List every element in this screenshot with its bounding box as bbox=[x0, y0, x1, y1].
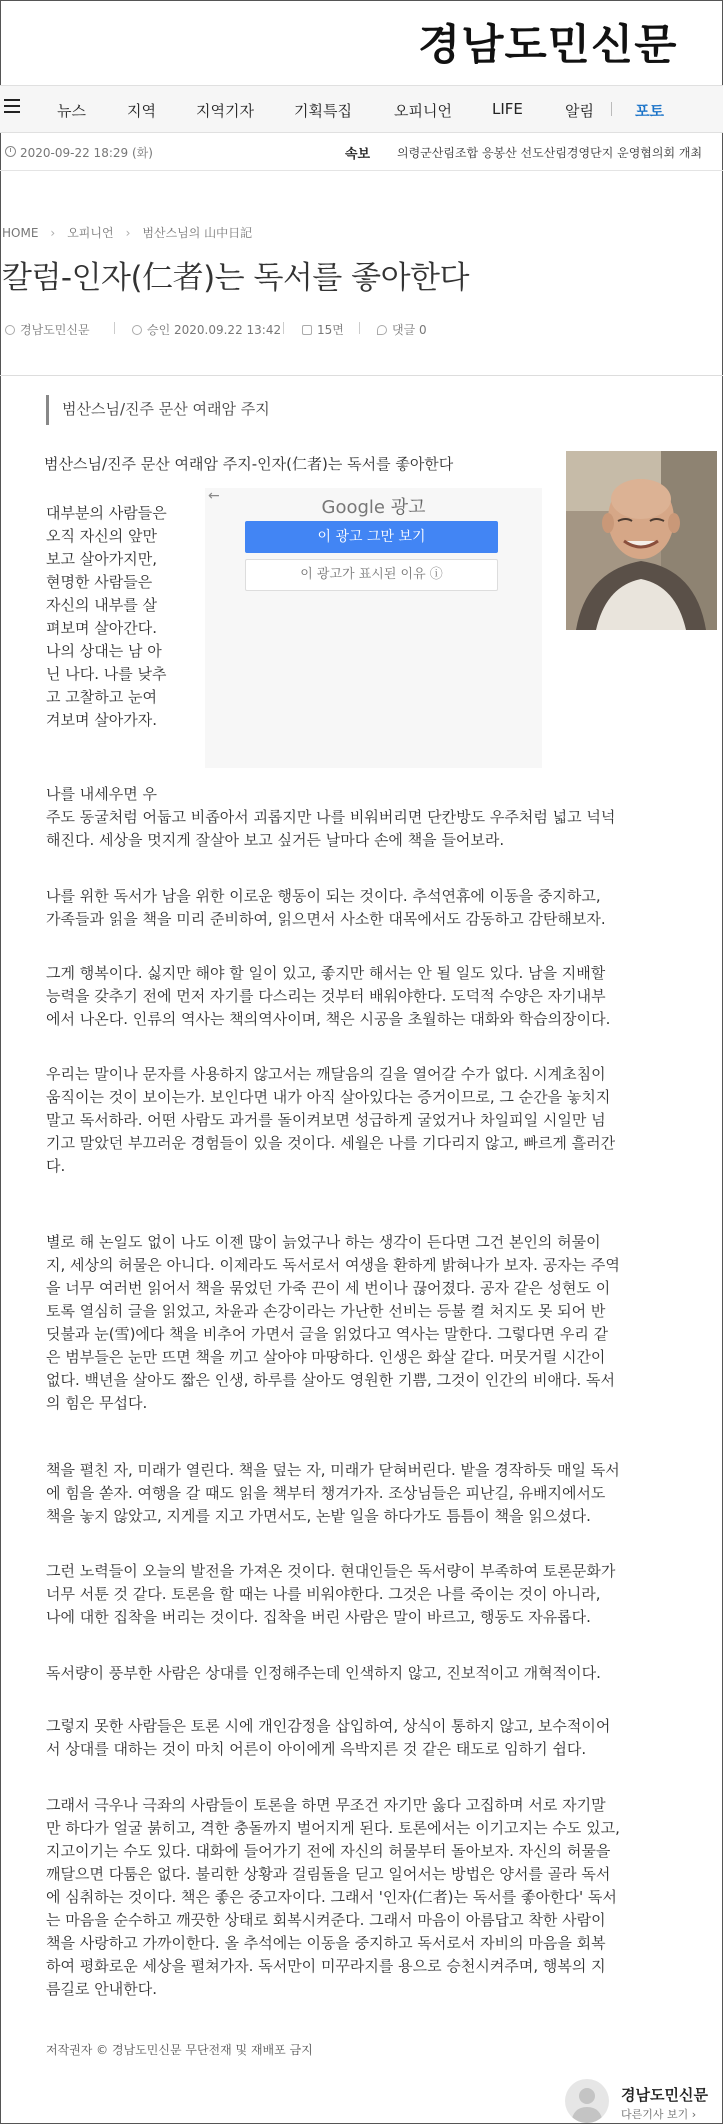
text-line: 만 하다가 얼굴 붉히고, 격한 충돌까지 벌어지게 된다. 토론에서는 이기고지는 수도 있고, bbox=[46, 1819, 620, 1837]
text-line: 오직 자신의 앞만 bbox=[46, 527, 157, 545]
author-photo bbox=[566, 451, 717, 630]
site-logo[interactable]: 경남도민신문 bbox=[417, 20, 677, 69]
text-line: 나를 위한 독서가 남을 위한 이로운 행동이 되는 것이다. 추석연휴에 이동을 중지하고, bbox=[46, 887, 601, 905]
breadcrumb-opinion[interactable]: 오피니언 bbox=[67, 226, 114, 240]
text-line: 그런 노력들이 오늘의 발전을 가져온 것이다. 현대인들은 독서량이 부족하여 토론문화가 bbox=[46, 1562, 616, 1580]
text-line: 깨달으면 다툼은 없다. 불리한 상황과 걸림돌을 딛고 일어서는 방법은 양서를 골라 독서 bbox=[46, 1865, 611, 1883]
nav-item-news[interactable]: 뉴스 bbox=[57, 102, 86, 120]
breaking-label: 속보 bbox=[345, 147, 371, 162]
text-line: 을 너무 여러번 읽어서 책을 묶었던 가죽 끈이 세 번이나 끊어졌다. 공자 같은 성현도 이 bbox=[46, 1279, 611, 1297]
stop-ad-button[interactable]: 이 광고 그만 보기 bbox=[245, 521, 498, 553]
text-line: 름길로 안내한다. bbox=[46, 1980, 157, 1998]
text-line: 기고 말았던 부끄러운 경험들이 있을 것이다. 세월은 나를 기다리지 않고, 빠르게 흘러간 bbox=[46, 1134, 616, 1152]
meta-divider bbox=[359, 322, 360, 334]
text-line: 고 고찰하고 눈여 bbox=[46, 688, 157, 706]
page-icon bbox=[302, 325, 312, 335]
comment-icon bbox=[377, 325, 387, 335]
nav-item-photo[interactable]: 포토 bbox=[635, 102, 664, 120]
article-paragraph bbox=[46, 1231, 706, 1415]
ad-brand-suffix: 광고 bbox=[390, 497, 426, 518]
article-comments[interactable]: 댓글 0 bbox=[392, 323, 427, 337]
text-line: 우리는 말이나 문자를 사용하지 않고서는 깨달음의 길을 열어갈 수가 없다. 시계초침이 bbox=[46, 1065, 606, 1083]
nav-item-life[interactable]: LIFE bbox=[492, 100, 523, 118]
text-line: 는 마음을 순수하고 깨끗한 상태로 회복시켜준다. 그래서 마음이 아름답고 착한 사람이 bbox=[46, 1911, 606, 1929]
nav-divider bbox=[611, 102, 612, 116]
copyright-notice: 저작권자 © 경남도민신문 무단전재 및 재배포 금지 bbox=[46, 2043, 313, 2057]
ad-panel bbox=[205, 488, 542, 768]
why-ad-button[interactable]: 이 광고가 표시된 이유 ⓘ bbox=[245, 559, 498, 591]
user-icon bbox=[565, 2079, 609, 2123]
text-line: 의 힘은 무섭다. bbox=[46, 1394, 148, 1412]
main-nav bbox=[0, 85, 723, 133]
text-line: 서 상대를 대하는 것이 마치 어른이 아이에게 윽박지른 것 같은 태도로 임하기 쉽다. bbox=[46, 1740, 587, 1758]
text-line: 나의 상대는 남 아 bbox=[46, 642, 162, 660]
text-line: 가족들과 읽을 책을 미리 준비하여, 읽으면서 사소한 대목에서도 감동하고 감탄해보자. bbox=[46, 910, 606, 928]
text-line: 해진다. 세상을 멋지게 잘살아 보고 싶거든 날마다 손에 책을 들어보라. bbox=[46, 831, 505, 849]
breadcrumb-home[interactable]: HOME bbox=[2, 226, 39, 240]
text-line: 움직이는 것이 보이는가. 보인다면 내가 아직 살아있다는 증거이므로, 그 순간을 놓치지 bbox=[46, 1088, 611, 1106]
text-line: 에 힘을 쏟자. 여행을 갈 때도 읽을 책부터 챙겨가자. 조상님들은 피난길, 유배지에서도 bbox=[46, 1484, 606, 1502]
text-line: 다. bbox=[46, 1157, 66, 1175]
text-line: 겨보며 살아가자. bbox=[46, 711, 157, 729]
text-line: 책을 사랑하고 가까이한다. 올 추석에는 이동을 중지하고 독서로서 자비의 마음을 회복 bbox=[46, 1934, 606, 1952]
avatar[interactable] bbox=[565, 2079, 609, 2123]
article-paragraph bbox=[46, 1063, 706, 1178]
text-line: 말고 독서하라. 어떤 사람도 과거를 돌이켜보면 성급하게 굴었거나 차일피일 시일만 넘 bbox=[46, 1111, 606, 1129]
text-line: 펴보며 살아간다. bbox=[46, 619, 157, 637]
user-icon bbox=[5, 325, 15, 335]
text-line: 없다. 백년을 살아도 짧은 인생, 하루를 살아도 영원한 기쁨, 그것이 인간의 비애다. 독서 bbox=[46, 1371, 615, 1389]
text-line: 토록 열심히 글을 읽었고, 차윤과 손강이라는 가난한 선비는 등불 켤 처지도 못 되어 반 bbox=[46, 1302, 606, 1320]
nav-item-opinion[interactable]: 오피니언 bbox=[394, 102, 452, 120]
article-paragraph bbox=[46, 1459, 706, 1528]
text-line: 그렇지 못한 사람들은 토론 시에 개인감정을 삽입하여, 상식이 통하지 않고, 보수적이어 bbox=[46, 1717, 611, 1735]
article-paragraph bbox=[46, 1715, 706, 1761]
current-datetime: 2020-09-22 18:29 (화) bbox=[20, 146, 153, 160]
text-line: 주도 동굴처럼 어둡고 비좁아서 괴롭지만 나를 비워버리면 단칸방도 우주처럼 넓고 넉넉 bbox=[46, 808, 616, 826]
masthead bbox=[0, 0, 723, 85]
text-line: 닌 나다. 나를 낮추 bbox=[46, 665, 167, 683]
text-line: 별로 해 논일도 없이 나도 이젠 많이 늙었구나 하는 생각이 든다면 그건 본인의 허물이 bbox=[46, 1233, 601, 1251]
meta-divider bbox=[114, 322, 115, 334]
article-subtitle: 범산스님/진주 문산 여래암 주지 bbox=[46, 395, 676, 425]
article-paragraph bbox=[46, 1560, 706, 1629]
clock-icon bbox=[132, 325, 142, 335]
news-ticker bbox=[0, 133, 723, 171]
article-paragraph bbox=[46, 783, 706, 852]
nav-item-regional-reporter[interactable]: 지역기자 bbox=[196, 102, 254, 120]
meta-divider bbox=[283, 322, 284, 334]
text-line: 에 심취하는 것이다. 책은 좋은 중고자이다. 그래서 '인자(仁者)는 독서를 좋아한다' 독서 bbox=[46, 1888, 617, 1906]
article-intro bbox=[46, 502, 196, 732]
nav-item-notice[interactable]: 알림 bbox=[565, 102, 594, 120]
text-line: 그게 행복이다. 싫지만 해야 할 일이 있고, 좋지만 해서는 안 될 일도 있다. 남을 지배할 bbox=[46, 964, 606, 982]
ad-brand-google: Google bbox=[321, 497, 385, 518]
text-line: 보고 살아가지만, bbox=[46, 550, 157, 568]
article-paragraph bbox=[46, 885, 706, 931]
text-line: 현명한 사람들은 bbox=[46, 573, 153, 591]
ad-brand bbox=[205, 493, 542, 519]
text-line: 자신의 내부를 살 bbox=[46, 596, 157, 614]
text-line: 대부분의 사람들은 bbox=[46, 504, 167, 522]
breadcrumb-section[interactable]: 범산스님의 山中日記 bbox=[142, 226, 253, 240]
breaking-headline[interactable]: 의령군산림조합 응봉산 선도산림경영단지 운영협의회 개최 bbox=[397, 146, 703, 160]
text-line: 나를 내세우면 우 bbox=[46, 785, 157, 803]
portrait-image bbox=[566, 451, 717, 630]
nav-item-region[interactable]: 지역 bbox=[127, 102, 156, 120]
text-line: 능력을 갖추기 전에 먼저 자기를 다스리는 것부터 배워야한다. 도덕적 수양은 자기내부 bbox=[46, 987, 606, 1005]
menu-icon[interactable] bbox=[4, 99, 20, 115]
chevron-right-icon: › bbox=[125, 226, 131, 240]
text-line: 에서 나온다. 인류의 역사는 책의역사이며, 책은 시공을 초월하는 대화와 학습의장이다. bbox=[46, 1010, 611, 1028]
article-approved: 승인 2020.09.22 13:42 bbox=[147, 323, 282, 337]
article-lead: 범산스님/진주 문산 여래암 주지-인자(仁者)는 독서를 좋아한다 bbox=[44, 455, 454, 473]
back-arrow-icon[interactable]: ← bbox=[208, 488, 220, 504]
article-title: 칼럼-인자(仁者)는 독서를 좋아한다 bbox=[2, 260, 469, 296]
text-line: 은 범부들은 눈만 뜨면 책을 끼고 살아야 마땅하다. 인생은 화살 같다. 머뭇거릴 시간이 bbox=[46, 1348, 606, 1366]
text-line: 너무 서툰 것 같다. 토론을 할 때는 나를 비워야한다. 그것은 나를 죽이는 것이 아니라, bbox=[46, 1585, 601, 1603]
text-line: 책을 펼친 자, 미래가 열린다. 책을 덮는 자, 미래가 닫혀버린다. 밭을 경작하듯 매일 독서 bbox=[46, 1461, 620, 1479]
text-line: 그래서 극우나 극좌의 사람들이 토론을 하면 무조건 자기만 옳다 고집하며 서로 자기말 bbox=[46, 1796, 606, 1814]
breadcrumb bbox=[2, 224, 252, 241]
text-line: 하여 평화로운 세상을 펼쳐가자. 독서만이 미꾸라지를 용으로 승천시켜주며, 행복의 지 bbox=[46, 1957, 606, 1975]
clock-icon bbox=[5, 146, 16, 157]
chevron-right-icon: › bbox=[50, 226, 56, 240]
text-line: 지고이기는 수도 있다. 대화에 들어가기 전에 자신의 허물부터 돌아보자. 자신의 허물을 bbox=[46, 1842, 611, 1860]
article-author: 경남도민신문 bbox=[20, 323, 90, 337]
reporter-name: 경남도민신문 bbox=[621, 2086, 708, 2104]
text-line: 나에 대한 집착을 버리는 것이다. 집착을 버린 사람은 말이 바르고, 행동도 자유롭다. bbox=[46, 1608, 591, 1626]
article-paragraph bbox=[46, 1662, 706, 1685]
text-line: 책을 놓지 않았고, 지게를 지고 가면서도, 논밭 일을 하다가도 틈틈이 책을 읽으셨다. bbox=[46, 1507, 591, 1525]
other-articles-link[interactable]: 다른기사 보기 › bbox=[621, 2108, 697, 2121]
text-line: 지, 세상의 허물은 아니다. 이제라도 독서로서 여생을 환하게 밝혀나가 보자. 공자는 주역 bbox=[46, 1256, 620, 1274]
article-paragraph bbox=[46, 962, 706, 1031]
article-paragraph bbox=[46, 1794, 706, 2001]
header-divider bbox=[0, 375, 723, 376]
article-page: 15면 bbox=[317, 323, 344, 337]
nav-item-special[interactable]: 기획특집 bbox=[294, 102, 352, 120]
text-line: 딧불과 눈(雪)에다 책을 비추어 가면서 글을 읽었다고 역사는 말한다. 그렇다면 우리 같 bbox=[46, 1325, 609, 1343]
text-line: 독서량이 풍부한 사람은 상대를 인정해주는데 인색하지 않고, 진보적이고 개혁적이다. bbox=[46, 1664, 601, 1682]
